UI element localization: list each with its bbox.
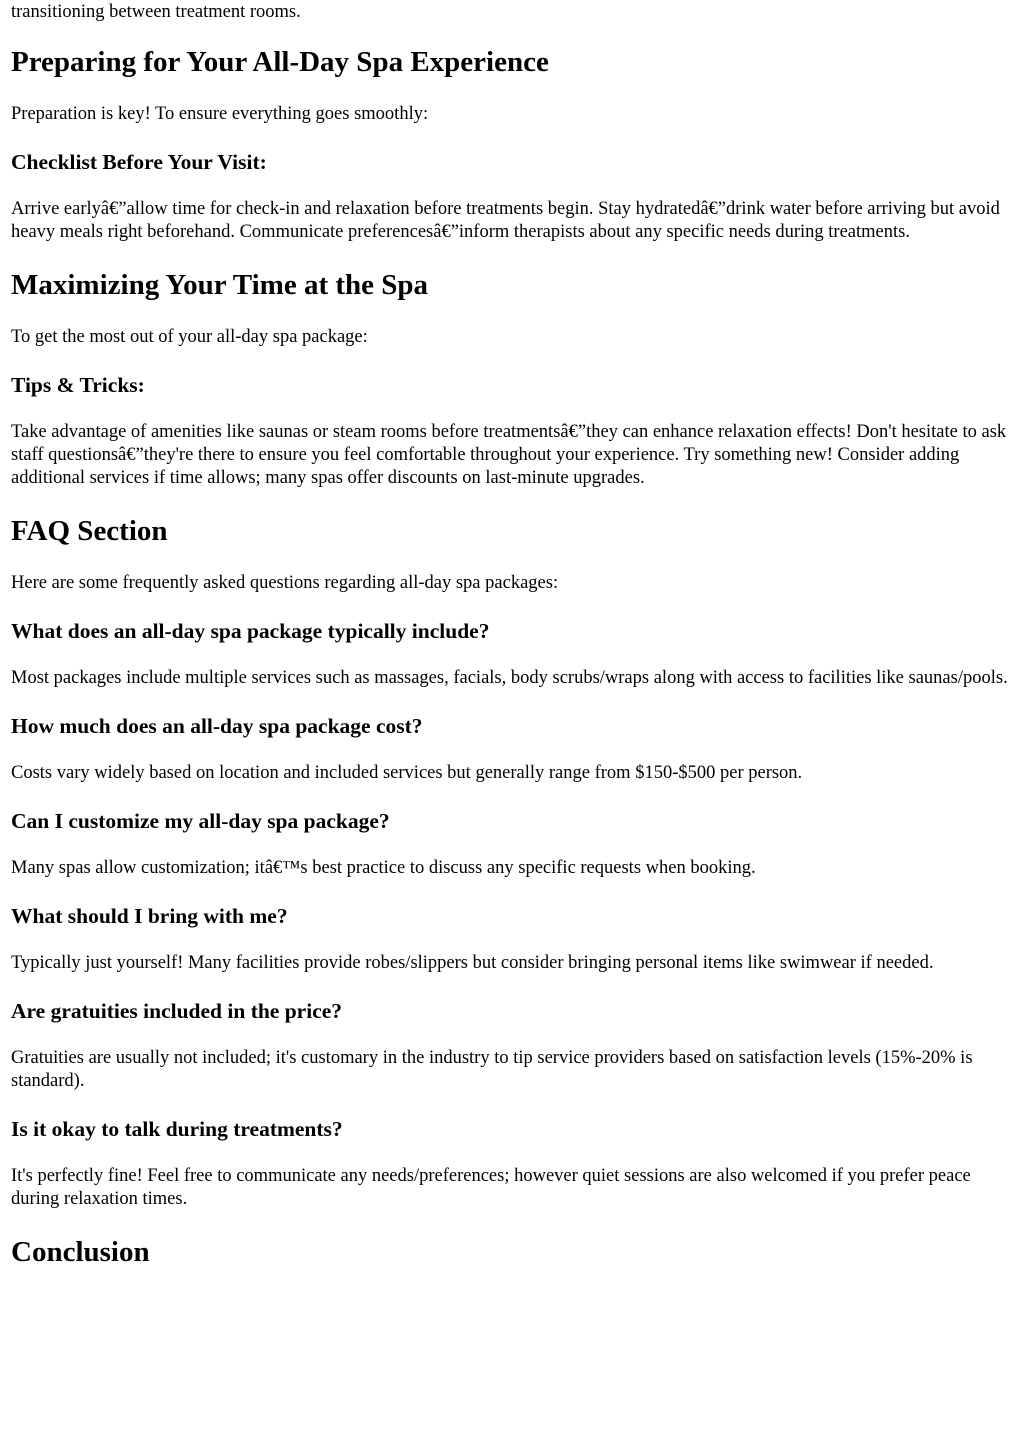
checklist-subheading: Checklist Before Your Visit: — [11, 150, 267, 174]
section-heading-faq: FAQ Section — [11, 515, 168, 547]
faq-question: What does an all-day spa package typically include? — [11, 619, 490, 643]
faq-question: Are gratuities included in the price? — [11, 999, 343, 1023]
tips-subheading: Tips & Tricks: — [11, 373, 145, 397]
maximizing-intro: To get the most out of your all-day spa package: — [11, 327, 368, 347]
section-heading-preparing: Preparing for Your All-Day Spa Experience — [11, 46, 549, 78]
section-heading-conclusion: Conclusion — [11, 1236, 150, 1268]
faq-question: What should I bring with me? — [11, 904, 288, 928]
checklist-body: Arrive earlyâ€”allow time for check-in and relaxation before treatments begin. Stay hydratedâ€”drink water before arriving but avoid heavy meals right beforehand. Communicate preferencesâ€”inform therapists about any specific needs during treatments. — [11, 199, 1000, 242]
faq-answer: Many spas allow customization; itâ€™s best practice to discuss any specific requests when booking. — [11, 858, 756, 878]
faq-question: How much does an all-day spa package cost? — [11, 714, 423, 738]
faq-answer: Gratuities are usually not included; it's customary in the industry to tip service providers based on satisfaction levels (15%-20% is standard). — [11, 1048, 973, 1091]
article-body — [11, 44, 1017, 1293]
section-heading-maximizing: Maximizing Your Time at the Spa — [11, 269, 429, 301]
faq-question: Is it okay to talk during treatments? — [11, 1117, 343, 1141]
paragraph-fragment: transitioning between treatment rooms. — [11, 2, 301, 22]
faq-question: Can I customize my all-day spa package? — [11, 809, 390, 833]
tips-body: Take advantage of amenities like saunas or steam rooms before treatmentsâ€”they can enhance relaxation effects! Don't hesitate to ask staff questionsâ€”they're there to ensure you feel comfortable throughout your experience. Try something new! Consider adding additional services if time allows; many spas offer discounts on last-minute upgrades. — [11, 422, 1007, 488]
faq-answer: It's perfectly fine! Feel free to communicate any needs/preferences; however quiet sessions are also welcomed if you prefer peace during relaxation times. — [11, 1166, 971, 1209]
preparing-intro: Preparation is key! To ensure everything goes smoothly: — [11, 104, 429, 124]
faq-answer: Typically just yourself! Many facilities provide robes/slippers but consider bringing personal items like swimwear if needed. — [11, 953, 934, 973]
faq-answer: Most packages include multiple services such as massages, facials, body scrubs/wraps along with access to facilities like saunas/pools. — [11, 668, 1008, 688]
faq-intro: Here are some frequently asked questions regarding all-day spa packages: — [11, 573, 559, 593]
faq-answer: Costs vary widely based on location and included services but generally range from $150-$500 per person. — [11, 763, 803, 783]
